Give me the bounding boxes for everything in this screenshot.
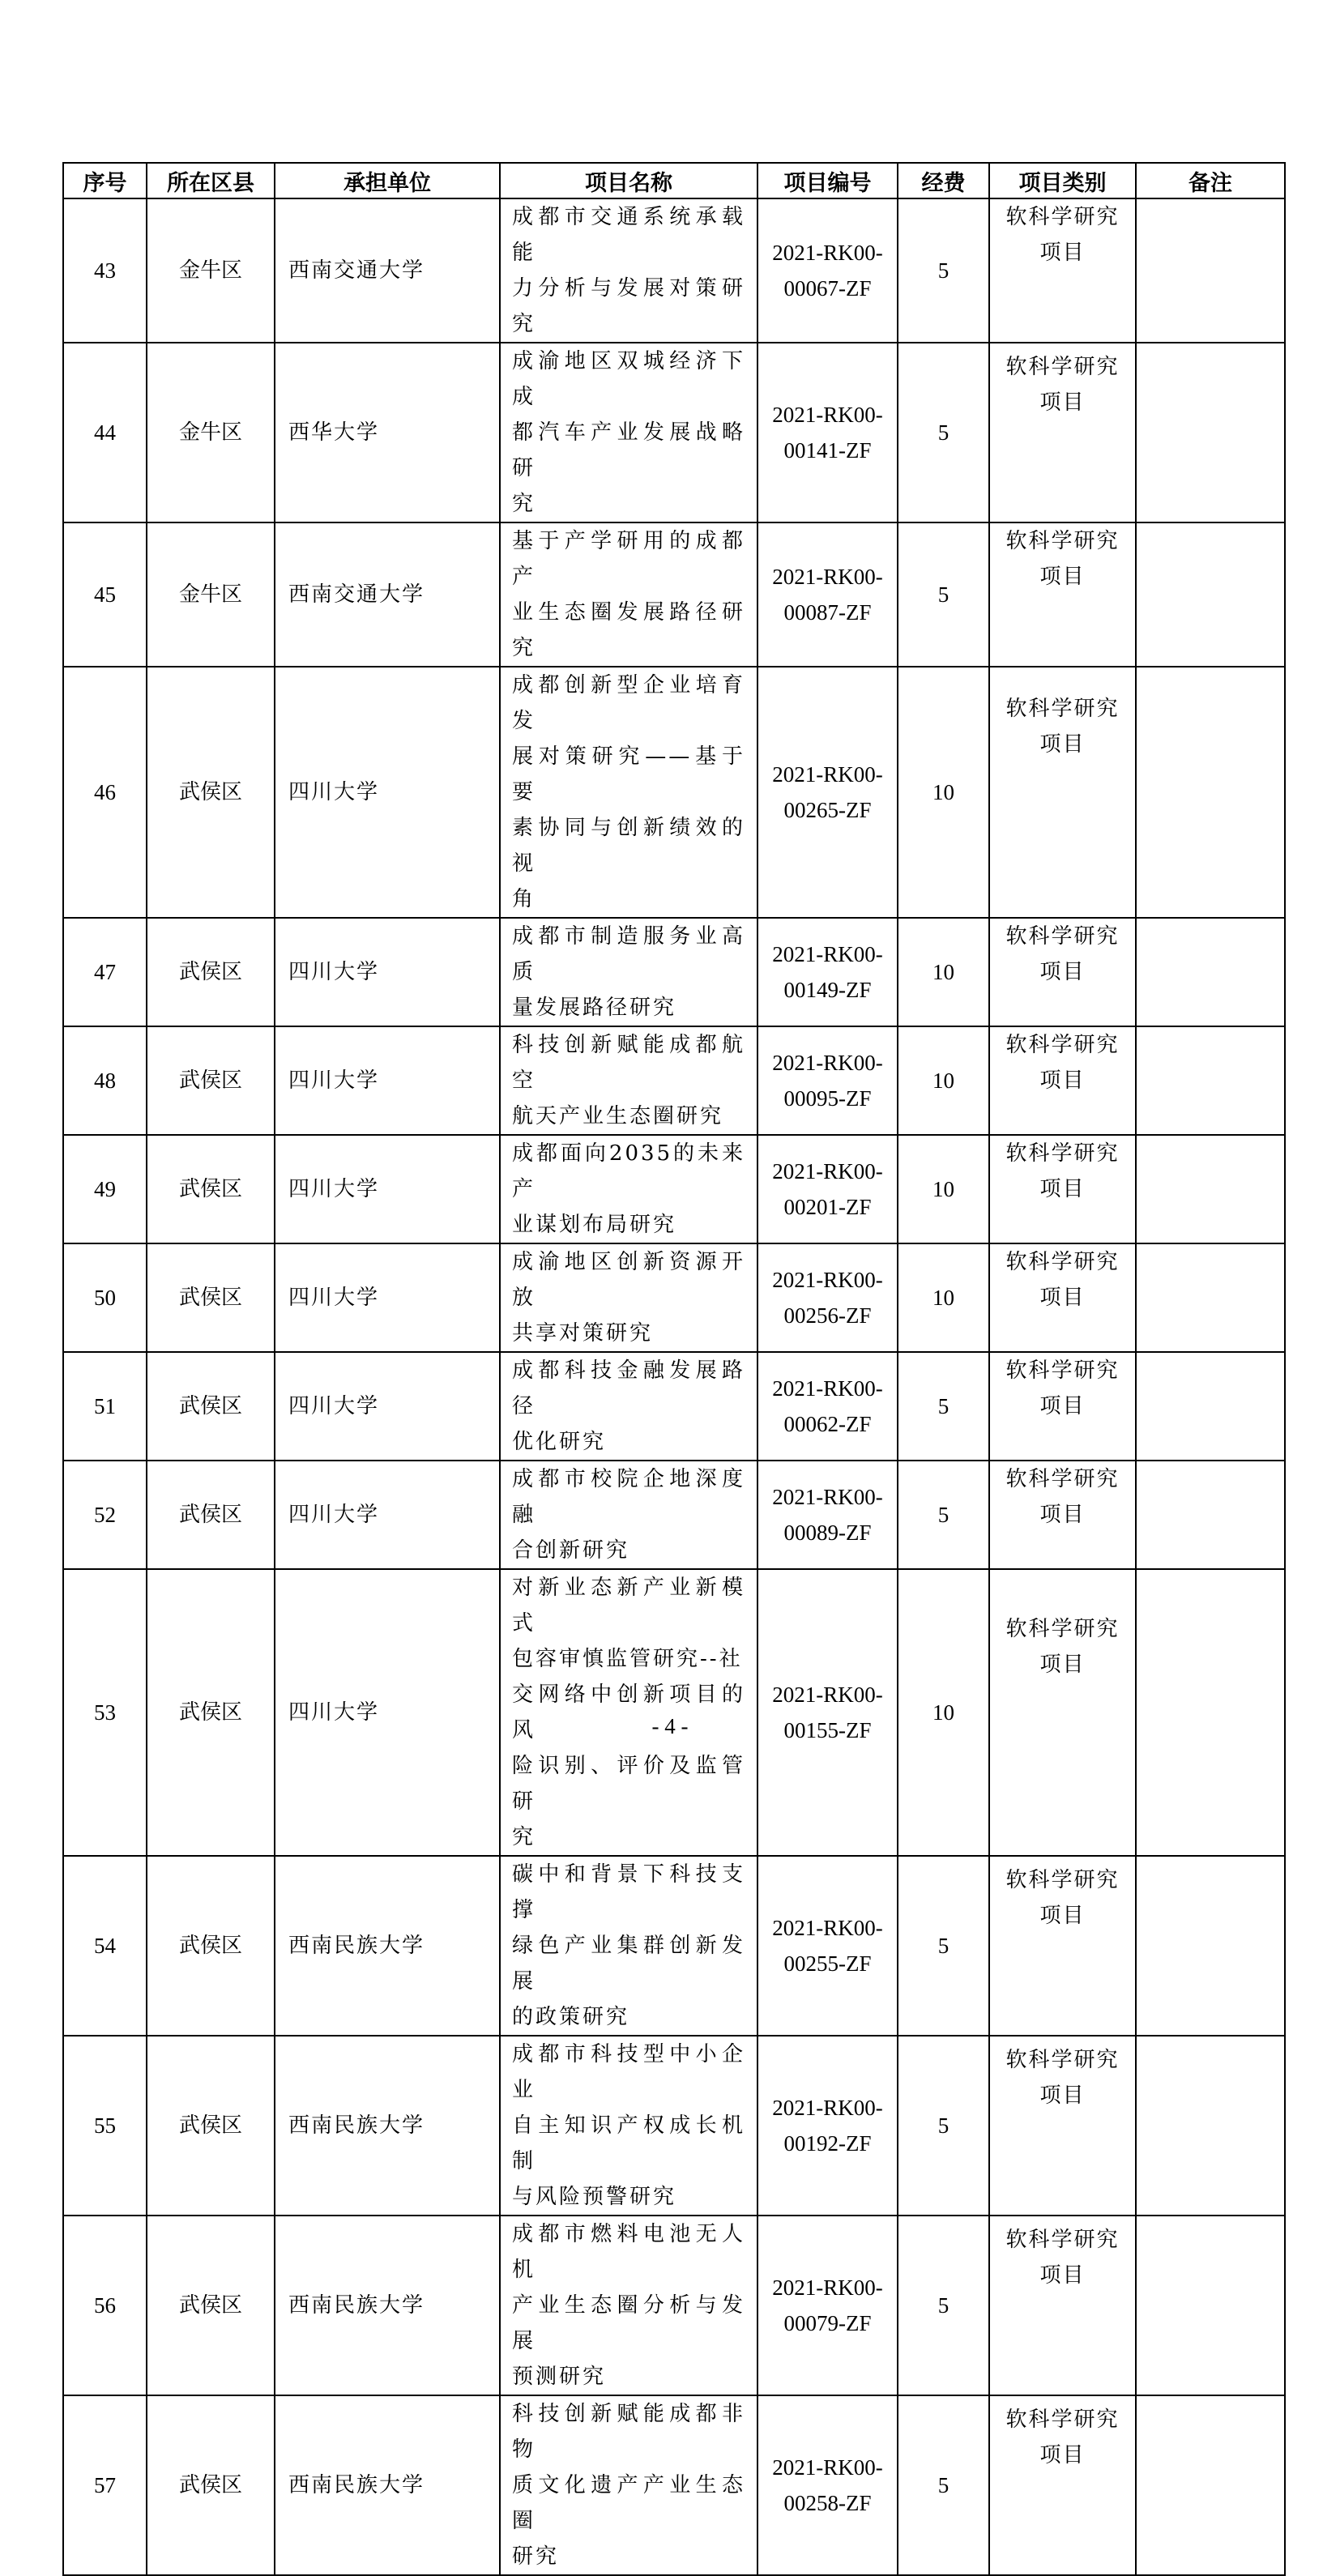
district-cell: 武侯区 (147, 1352, 275, 1461)
unit-cell: 西华大学 (275, 343, 500, 522)
category-cell: 软科学研究 项目 (989, 1026, 1136, 1135)
category-cell: 软科学研究 项目 (989, 1461, 1136, 1569)
unit-cell: 四川大学 (275, 1569, 500, 1856)
funds-cell: 5 (898, 2036, 989, 2216)
table-row (63, 2216, 1285, 2395)
project-code-cell: 2021-RK00- 00192-ZF (757, 2036, 898, 2216)
header-unit: 承担单位 (275, 163, 500, 198)
note-cell (1136, 1569, 1285, 1856)
header-funds: 经费 (898, 163, 989, 198)
project-table (62, 162, 1286, 2576)
category-cell: 软科学研究 项目 (989, 1856, 1136, 2036)
project-name-cell: 科技创新赋能成都航空 航天产业生态圈研究 (500, 1026, 757, 1135)
project-name-cell: 成都市科技型中小企业 自主知识产权成长机制 与风险预警研究 (500, 2036, 757, 2216)
project-code-cell: 2021-RK00- 00141-ZF (757, 343, 898, 522)
row-number: 52 (63, 1461, 147, 1569)
row-number: 51 (63, 1352, 147, 1461)
project-name-cell: 成渝地区创新资源开放 共享对策研究 (500, 1243, 757, 1352)
unit-cell: 西南民族大学 (275, 2216, 500, 2395)
funds-cell: 10 (898, 1026, 989, 1135)
district-cell: 金牛区 (147, 343, 275, 522)
district-cell: 武侯区 (147, 667, 275, 918)
unit-cell: 西南民族大学 (275, 1856, 500, 2036)
unit-cell: 西南民族大学 (275, 2395, 500, 2575)
header-district: 所在区县 (147, 163, 275, 198)
district-cell: 武侯区 (147, 1135, 275, 1243)
row-number: 54 (63, 1856, 147, 2036)
category-cell: 软科学研究 项目 (989, 667, 1136, 918)
row-number: 53 (63, 1569, 147, 1856)
row-number: 45 (63, 522, 147, 667)
project-name-cell: 成渝地区双城经济下成 都汽车产业发展战略研 究 (500, 343, 757, 522)
category-cell: 软科学研究 项目 (989, 1352, 1136, 1461)
note-cell (1136, 1243, 1285, 1352)
header-no: 序号 (63, 163, 147, 198)
district-cell: 武侯区 (147, 918, 275, 1026)
row-number: 44 (63, 343, 147, 522)
header-category: 项目类别 (989, 163, 1136, 198)
note-cell (1136, 2036, 1285, 2216)
unit-cell: 四川大学 (275, 1352, 500, 1461)
funds-cell: 5 (898, 1352, 989, 1461)
district-cell: 金牛区 (147, 198, 275, 343)
note-cell (1136, 1135, 1285, 1243)
category-cell: 软科学研究 项目 (989, 1569, 1136, 1856)
table-row (63, 1569, 1285, 1856)
note-cell (1136, 1856, 1285, 2036)
funds-cell: 10 (898, 1135, 989, 1243)
category-cell: 软科学研究 项目 (989, 1135, 1136, 1243)
table-row (63, 522, 1285, 667)
unit-cell: 四川大学 (275, 918, 500, 1026)
category-cell: 软科学研究 项目 (989, 2036, 1136, 2216)
district-cell: 武侯区 (147, 1856, 275, 2036)
district-cell: 武侯区 (147, 1461, 275, 1569)
table-row (63, 1243, 1285, 1352)
note-cell (1136, 1352, 1285, 1461)
project-code-cell: 2021-RK00- 00095-ZF (757, 1026, 898, 1135)
row-number: 56 (63, 2216, 147, 2395)
district-cell: 武侯区 (147, 2216, 275, 2395)
unit-cell: 四川大学 (275, 1461, 500, 1569)
row-number: 46 (63, 667, 147, 918)
note-cell (1136, 667, 1285, 918)
project-name-cell: 成都面向2035的未来产 业谋划布局研究 (500, 1135, 757, 1243)
project-table-sheet (62, 162, 1284, 2576)
project-code-cell: 2021-RK00- 00258-ZF (757, 2395, 898, 2575)
table-header-row (63, 163, 1285, 198)
funds-cell: 5 (898, 522, 989, 667)
district-cell: 武侯区 (147, 2036, 275, 2216)
funds-cell: 5 (898, 343, 989, 522)
project-name-cell: 成都市校院企地深度融 合创新研究 (500, 1461, 757, 1569)
unit-cell: 西南民族大学 (275, 2036, 500, 2216)
district-cell: 武侯区 (147, 2395, 275, 2575)
note-cell (1136, 198, 1285, 343)
project-name-cell: 成都市制造服务业高质 量发展路径研究 (500, 918, 757, 1026)
table-row (63, 1135, 1285, 1243)
note-cell (1136, 1026, 1285, 1135)
unit-cell: 西南交通大学 (275, 198, 500, 343)
project-code-cell: 2021-RK00- 00087-ZF (757, 522, 898, 667)
table-row (63, 343, 1285, 522)
category-cell: 软科学研究 项目 (989, 1243, 1136, 1352)
funds-cell: 5 (898, 2395, 989, 2575)
project-name-cell: 基于产学研用的成都产 业生态圈发展路径研究 (500, 522, 757, 667)
district-cell: 金牛区 (147, 522, 275, 667)
note-cell (1136, 2216, 1285, 2395)
unit-cell: 四川大学 (275, 1135, 500, 1243)
table-row (63, 1461, 1285, 1569)
project-name-cell: 成都市交通系统承载能 力分析与发展对策研究 (500, 198, 757, 343)
table-row (63, 1026, 1285, 1135)
project-code-cell: 2021-RK00- 00067-ZF (757, 198, 898, 343)
funds-cell: 5 (898, 1461, 989, 1569)
table-body (63, 198, 1285, 2575)
unit-cell: 四川大学 (275, 667, 500, 918)
project-code-cell: 2021-RK00- 00255-ZF (757, 1856, 898, 2036)
funds-cell: 5 (898, 2216, 989, 2395)
category-cell: 软科学研究 项目 (989, 2216, 1136, 2395)
funds-cell: 5 (898, 1856, 989, 2036)
table-row (63, 2036, 1285, 2216)
district-cell: 武侯区 (147, 1026, 275, 1135)
row-number: 55 (63, 2036, 147, 2216)
table-row (63, 2395, 1285, 2575)
funds-cell: 10 (898, 667, 989, 918)
note-cell (1136, 918, 1285, 1026)
row-number: 48 (63, 1026, 147, 1135)
project-code-cell: 2021-RK00- 00062-ZF (757, 1352, 898, 1461)
category-cell: 软科学研究 项目 (989, 2395, 1136, 2575)
table-row (63, 1352, 1285, 1461)
note-cell (1136, 2395, 1285, 2575)
unit-cell: 四川大学 (275, 1243, 500, 1352)
unit-cell: 西南交通大学 (275, 522, 500, 667)
project-code-cell: 2021-RK00- 00149-ZF (757, 918, 898, 1026)
project-name-cell: 成都科技金融发展路径 优化研究 (500, 1352, 757, 1461)
unit-cell: 四川大学 (275, 1026, 500, 1135)
district-cell: 武侯区 (147, 1569, 275, 1856)
project-code-cell: 2021-RK00- 00201-ZF (757, 1135, 898, 1243)
funds-cell: 5 (898, 198, 989, 343)
table-row (63, 918, 1285, 1026)
row-number: 49 (63, 1135, 147, 1243)
note-cell (1136, 522, 1285, 667)
category-cell: 软科学研究 项目 (989, 343, 1136, 522)
district-cell: 武侯区 (147, 1243, 275, 1352)
project-code-cell: 2021-RK00- 00265-ZF (757, 667, 898, 918)
project-code-cell: 2021-RK00- 00256-ZF (757, 1243, 898, 1352)
project-name-cell: 碳中和背景下科技支撑 绿色产业集群创新发展 的政策研究 (500, 1856, 757, 2036)
project-name-cell: 成都市燃料电池无人机 产业生态圈分析与发展 预测研究 (500, 2216, 757, 2395)
header-project-name: 项目名称 (500, 163, 757, 198)
page-number: - 4 - (651, 1714, 689, 1738)
table-row (63, 198, 1285, 343)
row-number: 43 (63, 198, 147, 343)
row-number: 50 (63, 1243, 147, 1352)
category-cell: 软科学研究 项目 (989, 198, 1136, 343)
category-cell: 软科学研究 项目 (989, 918, 1136, 1026)
row-number: 47 (63, 918, 147, 1026)
funds-cell: 10 (898, 1243, 989, 1352)
table-row (63, 667, 1285, 918)
funds-cell: 10 (898, 1569, 989, 1856)
row-number: 57 (63, 2395, 147, 2575)
project-name-cell: 对新业态新产业新模式 包容审慎监管研究--社 交网络中创新项目的风 险识别、评价及监管研 究 (500, 1569, 757, 1856)
project-code-cell: 2021-RK00- 00079-ZF (757, 2216, 898, 2395)
header-project-code: 项目编号 (757, 163, 898, 198)
project-name-cell: 成都创新型企业培育发 展对策研究——基于要 素协同与创新绩效的视 角 (500, 667, 757, 918)
funds-cell: 10 (898, 918, 989, 1026)
table-row (63, 1856, 1285, 2036)
note-cell (1136, 1461, 1285, 1569)
category-cell: 软科学研究 项目 (989, 522, 1136, 667)
project-code-cell: 2021-RK00- 00089-ZF (757, 1461, 898, 1569)
project-name-cell: 科技创新赋能成都非物 质文化遗产产业生态圈 研究 (500, 2395, 757, 2575)
note-cell (1136, 343, 1285, 522)
project-code-cell: 2021-RK00- 00155-ZF (757, 1569, 898, 1856)
header-note: 备注 (1136, 163, 1285, 198)
